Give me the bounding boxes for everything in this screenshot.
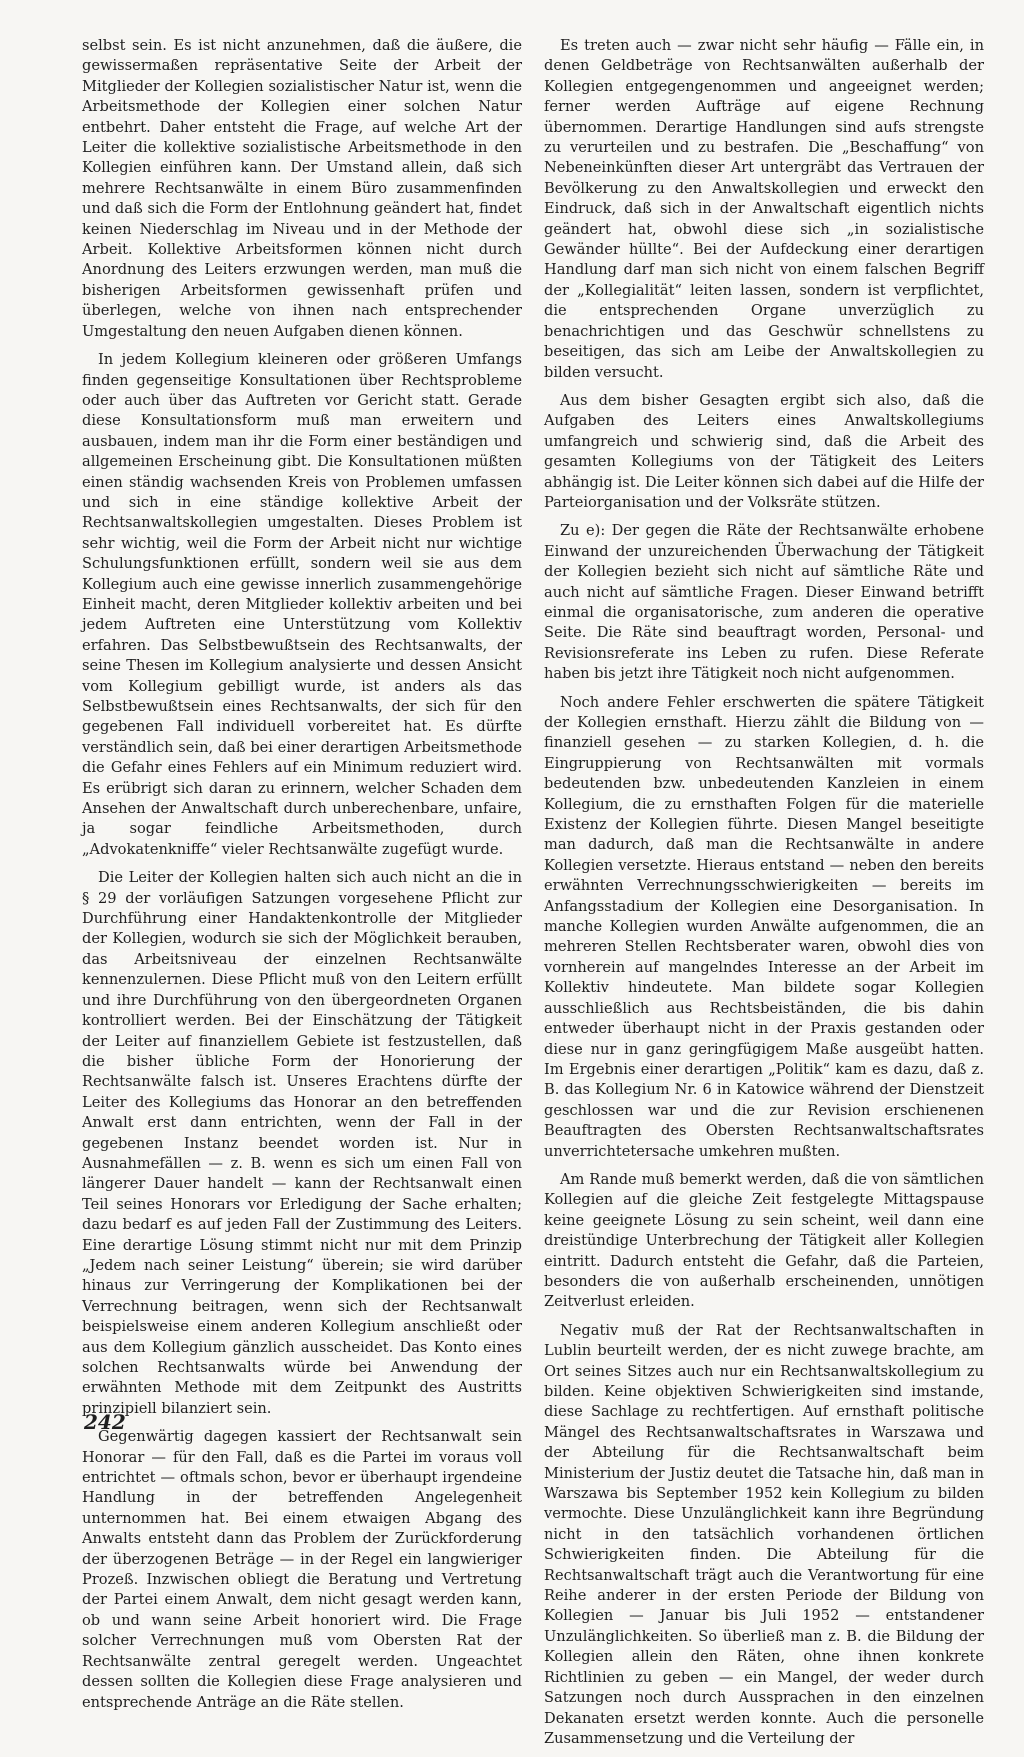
paragraph: Noch andere Fehler erschwerten die spätere Tätigkeit der Kollegien ernsthaft. Hierzu zählt die Bildung von — finanziell gesehen — zu starken Kollegien, d. h. die Eingruppierung von Rechtsanwälten mit vormals bedeutenden bzw. unbedeutenden Kanzleien in einem Kollegium, die zu ernsthaften Folgen für die materielle Existenz der Kollegien führte. Diesen Mangel beseitigte man dadurch, daß man die Rechtsanwälte in andere Kollegien versetzte. Hieraus entstand — neben den bereits erwähnten Verrechnungsschwierigkeiten — bereits im Anfangsstadium der Kollegien eine Desorganisation. In manche Kollegien wurden Anwälte aufgenommen, die an mehreren Stellen Rechtsberater waren, obwohl dies von vornherein auf mangelndes Interesse an der Arbeit im Kollektiv hindeutete. Man bildete sogar Kollegien ausschließlich aus Rechtsbeiständen, die bis dahin entweder überhaupt nicht in der Praxis gestanden oder diese nur in ganz geringfügigem Maße ausgeübt hatten. Im Ergebnis einer derartigen „Politik“ kam es dazu, daß z. B. das Kollegium Nr. 6 in Katowice während der Dienstzeit geschlossen war und die zur Revision erschienenen Beauftragten des Obersten Rechtsanwaltschaftsrates unverrichtetersache umkehren mußten. — [544, 693, 984, 1160]
right-text-column — [544, 36, 984, 1757]
page-number: 242 — [84, 1410, 126, 1434]
paragraph: Am Rande muß bemerkt werden, daß die von sämtlichen Kollegien auf die gleiche Zeit festgelegte Mittagspause keine geeignete Lösung zu sein scheint, weil dann eine dreistündige Unterbrechung der Tätigkeit aller Kollegien eintritt. Dadurch entsteht die Gefahr, daß die Parteien, besonders die von außerhalb erscheinenden, unnötigen Zeitverlust erleiden. — [544, 1170, 984, 1311]
paragraph: Zu e): Der gegen die Räte der Rechtsanwälte erhobene Einwand der unzureichenden Überwachung der Tätigkeit der Kollegien bezieht sich nicht auf sämtliche Räte und auch nicht auf sämtliche Fragen. Dieser Einwand betrifft einmal die organisatorische, zum anderen die operative Seite. Die Räte sind beauftragt worden, Personal- und Revisionsreferate ins Leben zu rufen. Diese Referate haben bis jetzt ihre Tätigkeit noch nicht aufgenommen. — [544, 522, 984, 683]
left-text-column — [82, 36, 522, 1721]
paragraph: Gegenwärtig dagegen kassiert der Rechtsanwalt sein Honorar — für den Fall, daß es die Partei im voraus voll entrichtet — oftmals schon, bevor er überhaupt irgendeine Handlung in der betreffenden Angelegenheit unternommen hat. Bei einem etwaigen Abgang des Anwalts entsteht dann das Problem der Zurückforderung der überzogenen Beträge — in der Regel ein langwieriger Prozeß. Inzwischen obliegt die Beratung und Vertretung der Partei einem Anwalt, dem nicht gesagt werden kann, ob und wann seine Arbeit honoriert wird. Die Frage solcher Verrechnungen muß vom Obersten Rat der Rechtsanwälte zentral geregelt werden. Ungeachtet dessen sollten die Kollegien diese Frage analysieren und entsprechende Anträge an die Räte stellen. — [82, 1428, 522, 1711]
paragraph: Die Leiter der Kollegien halten sich auch nicht an die in § 29 der vorläufigen Satzungen vorgesehene Pflicht zur Durchführung einer Handaktenkontrolle der Mitglieder der Kollegien, wodurch sie sich der Möglichkeit berauben, das Arbeitsniveau der einzelnen Rechtsanwälte kennenzulernen. Diese Pflicht muß von den Leitern erfüllt und ihre Durchführung von den übergeordneten Organen kontrolliert werden. Bei der Einschätzung der Tätigkeit der Leiter auf finanziellem Gebiete ist festzustellen, daß die bisher übliche Form der Honorierung der Rechtsanwälte falsch ist. Unseres Erachtens dürfte der Leiter des Kollegiums das Honorar an den betreffenden Anwalt erst dann entrichten, wenn der Fall in der gegebenen Instanz beendet worden ist. Nur in Ausnahmefällen — z. B. wenn es sich um einen Fall von längerer Dauer handelt — kann der Rechtsanwalt einen Teil seines Honorars vor Erledigung der Sache erhalten; dazu bedarf es auf jeden Fall der Zustimmung des Leiters. Eine derartige Lösung stimmt nicht nur mit dem Prinzip „Jedem nach seiner Leistung“ überein; sie wird darüber hinaus zur Verringerung der Komplikationen bei der Verrechnung beitragen, wenn sich der Rechtsanwalt beispielsweise einem anderen Kollegium anschließt oder aus dem Kollegium gänzlich ausscheidet. Das Konto eines solchen Rechtsanwalts würde bei Anwendung der erwähnten Methode mit dem Zeitpunkt des Austritts prinzipiell bilanziert sein. — [82, 869, 522, 1417]
paragraph: Negativ muß der Rat der Rechtsanwaltschaften in Lublin beurteilt werden, der es nicht zuwege brachte, am Ort seines Sitzes auch nur ein Rechtsanwaltskollegium zu bilden. Keine objektiven Schwierigkeiten sind imstande, diese Sachlage zu rechtfertigen. Auf ernsthaft politische Mängel des Rechtsanwaltschaftsrates in Warszawa und der Abteilung für die Rechtsanwaltschaft beim Ministerium der Justiz deutet die Tatsache hin, daß man in Warszawa bis September 1952 kein Kollegium zu bilden vermochte. Diese Unzulänglichkeit kann ihre Begründung nicht in den tatsächlich vorhandenen örtlichen Schwierigkeiten finden. Die Abteilung für die Rechtsanwaltschaft trägt auch die Verantwortung für eine Reihe anderer in der ersten Periode der Bildung von Kollegien — Januar bis Juli 1952 — entstandener Unzulänglichkeiten. So überließ man z. B. die Bildung der Kollegien allein den Räten, ohne ihnen konkrete Richtlinien zu geben — ein Mangel, der weder durch Satzungen noch durch Aussprachen in den einzelnen Dekanaten ersetzt werden konnte. Auch die personelle Zusammensetzung und die Verteilung der — [544, 1321, 984, 1747]
paragraph: In jedem Kollegium kleineren oder größeren Umfangs finden gegenseitige Konsultationen über Rechtsprobleme oder auch über das Auftreten vor Gericht statt. Gerade diese Konsultationsform muß man erweitern und ausbauen, indem man ihr die Form einer beständigen und allgemeinen Erscheinung gibt. Die Konsultationen müßten einen ständig wachsenden Kreis von Problemen umfassen und sich in eine ständige kollektive Arbeit der Rechtsanwaltskollegien umgestalten. Dieses Problem ist sehr wichtig, weil die Form der Arbeit nicht nur wichtige Schulungsfunktionen erfüllt, sondern weil sie aus dem Kollegium auch eine gewisse innerlich zusammengehörige Einheit macht, deren Mitglieder kollektiv arbeiten und bei jedem Auftreten eine Unterstützung vom Kollektiv erfahren. Das Selbstbewußtsein des Rechtsanwalts, der seine Thesen im Kollegium analysierte und dessen Ansicht vom Kollegium gebilligt wurde, ist anders als das Selbstbewußtsein eines Rechtsanwalts, der sich für den gegebenen Fall individuell vorbereitet hat. Es dürfte verständlich sein, daß bei einer derartigen Arbeitsmethode die Gefahr eines Fehlers auf ein Minimum reduziert wird. Es erübrigt sich daran zu erinnern, welcher Schaden dem Ansehen der Anwaltschaft durch unberechenbare, unfaire, ja sogar feindliche Arbeitsmethoden, durch „Advokatenkniffe“ vieler Rechtsanwälte zugefügt wurde. — [82, 351, 522, 858]
paragraph: Aus dem bisher Gesagten ergibt sich also, daß die Aufgaben des Leiters eines Anwaltskollegiums umfangreich und schwierig sind, daß die Arbeit des gesamten Kollegiums von der Tätigkeit des Leiters abhängig ist. Die Leiter können sich dabei auf die Hilfe der Parteiorganisation und der Volksräte stützen. — [544, 391, 984, 511]
paragraph: selbst sein. Es ist nicht anzunehmen, daß die äußere, die gewissermaßen repräsentative Seite der Arbeit der Mitglieder der Kollegien sozialistischer Natur ist, wenn die Arbeitsmethode der Kollegien einer solchen Natur entbehrt. Daher entsteht die Frage, auf welche Art der Leiter die kollektive sozialistische Arbeitsmethode in den Kollegien einführen kann. Der Umstand allein, daß sich mehrere Rechtsanwälte in einem Büro zusammenfinden und daß sich die Form der Entlohnung geändert hat, findet keinen Niederschlag im Niveau und in der Methode der Arbeit. Kollektive Arbeitsformen können nicht durch Anordnung des Leiters erzwungen werden, man muß die bisherigen Arbeitsformen gewissenhaft prüfen und überlegen, welche von ihnen nach entsprechender Umgestaltung den neuen Aufgaben dienen können. — [82, 37, 522, 340]
paragraph: Es treten auch — zwar nicht sehr häufig — Fälle ein, in denen Geldbeträge von Rechtsanwälten außerhalb der Kollegien entgegengenommen und angeeignet werden; ferner werden Aufträge auf eigene Rechnung übernommen. Derartige Handlungen sind aufs strengste zu verurteilen und zu bestrafen. Die „Beschaffung“ von Nebeneinkünften dieser Art untergräbt das Vertrauen der Bevölkerung zu den Anwaltskollegien und erweckt den Eindruck, daß sich in der Anwaltschaft eigentlich nichts geändert hat, obwohl diese sich „in sozialistische Gewänder hüllte“. Bei der Aufdeckung einer derartigen Handlung darf man sich nicht von einem falschen Begriff der „Kollegialität“ leiten lassen, sondern ist verpflichtet, die entsprechenden Organe unverzüglich zu benachrichtigen und das Geschwür schnellstens zu beseitigen, das sich am Leibe der Anwaltskollegien zu bilden versucht. — [544, 37, 984, 381]
